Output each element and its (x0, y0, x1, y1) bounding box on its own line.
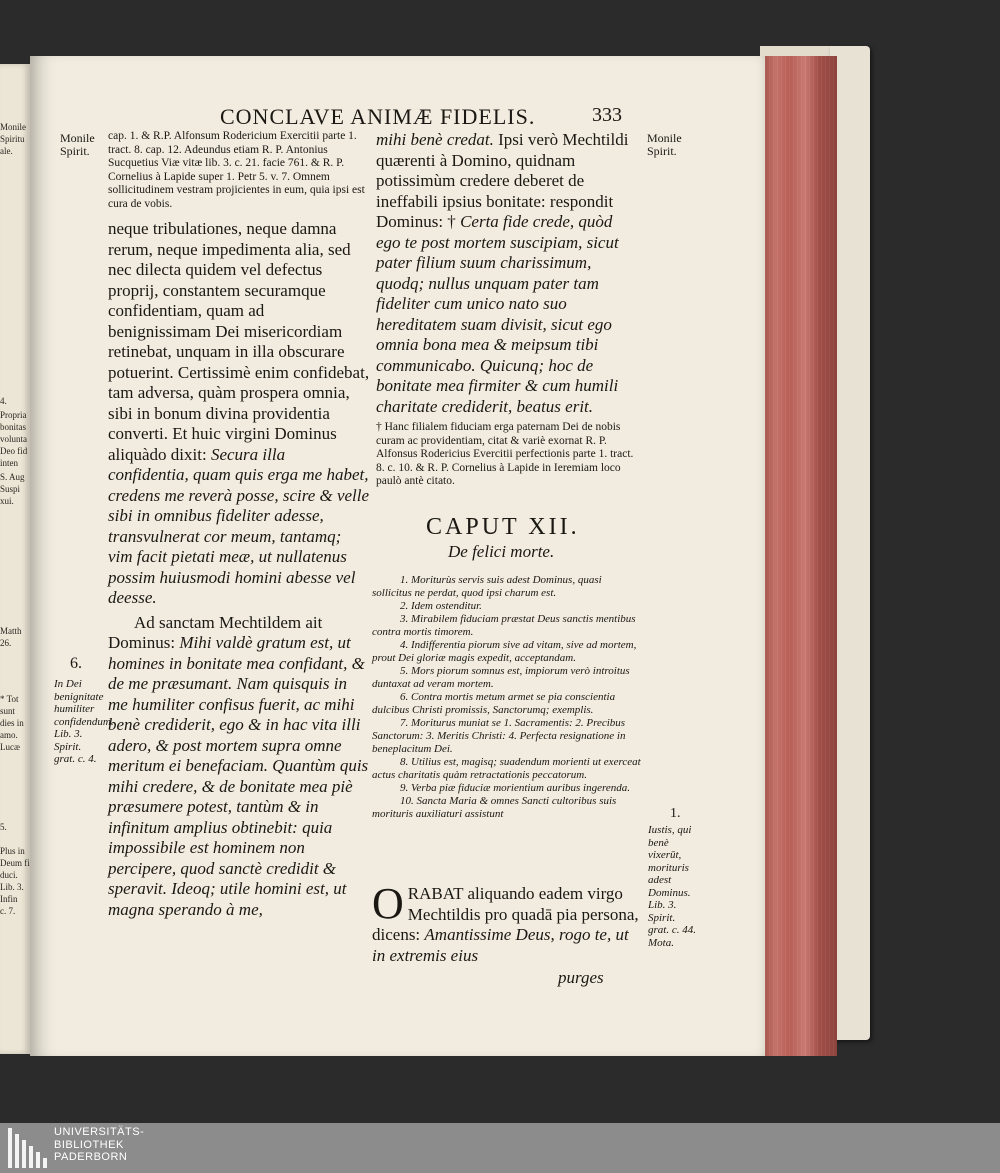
catchword: purges (558, 968, 604, 987)
prev-page-fragment: ale. (0, 146, 13, 156)
prev-page-fragment: dies in (0, 718, 24, 728)
library-name-line: BIBLIOTHEK (54, 1138, 124, 1151)
summary-item: 9. Verba piæ fiduciæ morientium auribus ingerenda. (400, 782, 630, 794)
prev-page-fragment: Lucæ (0, 742, 20, 752)
prev-page-fragment: 26. (0, 638, 12, 648)
footnote-continued: cap. 1. & R.P. Alfonsum Rodericium Exercitii parte 1. tract. 8. cap. 12. Adeundus etiam R. P. Antonius Sucquetius Viæ vitæ lib. 3. c. 21. facie 761. & R. P. Cornelius à Lapide super 1. Petr 5. v. 7. Omnem sollicitudinem vestram projicientes in eum, quia ipsi est cura de vobis. (108, 130, 365, 210)
summary-item: 7. Moriturus muniat se 1. Sacramentis: 2. Precibus Sanctorum: 3. Meritis Christi: 4. Perfecta resignatione in beneplacitum Dei. (372, 717, 626, 755)
paragraph (376, 130, 640, 417)
prev-page-fragment: bonitas (0, 422, 26, 432)
prev-page-fragment: xui. (0, 496, 14, 506)
margin-note: In Dei benignitate humiliter confidendum. Lib. 3. Spirit. grat. c. 4. (54, 678, 114, 765)
summary-item: 10. Sancta Maria & omnes Sancti cultoribus suis morituris auxiliaturi assistunt (372, 795, 617, 820)
summary-item: 4. Indifferentia piorum sive ad vitam, sive ad mortem, prout Dei gloriæ magis expedit, acceptandam. (372, 639, 637, 664)
page-block-edge (765, 56, 837, 1056)
prev-page-fragment: Spiritu (0, 134, 25, 144)
quote-text: Mihi valdè gratum est, ut homines in bonitate mea confidant, & de me præsumant. Nam quisquis in me humiliter confisus fuerit, ac mihi benè crediderit, ego & in hac vita illi adero, & post mortem supra omne meritum ei benefaciam. Quantùm quis mihi credere, & de bonitate mea piè præsumere potest, tantùm & in infinitum amplius obtinebit: quia impossibile est hominem non percipere, quod sanctè credidit & speravit. Ideoq; utile homini est, ut magna sperando à me, (108, 633, 369, 919)
prev-page-fragment: c. 7. (0, 906, 16, 916)
library-name-line: UNIVERSITÄTS- (54, 1126, 145, 1138)
drop-cap: O (372, 879, 404, 928)
prev-page-fragment: Lib. 3. (0, 882, 24, 892)
margin-number: 1. (670, 806, 681, 821)
previous-page-edge (0, 64, 32, 1054)
summary-item: 6. Contra mortis metum armet se pia conscientia dulcibus Christi promissis, Sanctorumq; exemplis. (372, 691, 616, 716)
quote-text: Amantissime Deus, rogo te, ut in extremis eius (372, 925, 629, 965)
page-number: 333 (592, 104, 622, 126)
prev-page-fragment: Deo fid (0, 446, 28, 456)
margin-number: 6. (70, 655, 82, 672)
chapter-heading: CAPUT XII. (426, 514, 580, 540)
paragraph-text: Ipsi verò Mechtildi quærenti à Domino, quidnam potissimùm credere deberet de ineffabili ipsius bonitate: respondit Dominus: † (376, 130, 629, 231)
footer-bar (0, 1123, 1000, 1173)
prev-page-fragment: volunta (0, 434, 27, 444)
quote-text: mihi benè credat. (376, 130, 494, 149)
chapter-summary (372, 574, 642, 821)
prev-page-fragment: inten (0, 458, 18, 468)
library-name-line: PADERBORN (54, 1151, 128, 1163)
library-logo-icon (8, 1128, 48, 1168)
running-head: CONCLAVE ANIMÆ FIDELIS. (220, 104, 536, 129)
prev-page-fragment: Deum fi (0, 858, 30, 868)
prev-page-fragment: Monile (0, 122, 26, 132)
summary-item: 5. Mors piorum somnus est, impiorum verò introitus duntaxat ad veram mortem. (372, 665, 630, 690)
prev-page-fragment: Propria (0, 410, 27, 420)
book-page (30, 56, 765, 1056)
summary-item: 2. Idem ostenditur. (400, 600, 482, 612)
margin-note: Iustis, qui benè vixerūt, morituris adest Dominus. Lib. 3. Spirit. grat. c. 44. Mota. (648, 824, 696, 949)
prev-page-fragment: 5. (0, 822, 7, 832)
paragraph-text: neque tribulationes, neque damna rerum, neque impedimenta alia, sed nec dilecta quidem vel defectus proprij, constantem securamque confidentiam, quam ad benignissimam Dei misericordiam retinebat, unquam in illa obscurare potuerint. Certissimè enim confidebat, tam adversa, quàm prospera omnia, sibi in bonum divina providentia converti. Et huic virgini Dominus aliquàdo dixit: (108, 219, 370, 464)
prev-page-fragment: Matth (0, 626, 22, 636)
summary-item: 3. Mirabilem fiduciam præstat Deus sanctis mentibus contra mortis timorem. (372, 613, 636, 638)
paragraph (108, 219, 370, 609)
left-margin-title: Monile Spirit. (60, 131, 95, 158)
right-margin-title: Monile Spirit. (647, 131, 682, 158)
quote-text: Secura illa confidentia, quam quis erga me habet, credens me reverà posse, scire & velle sibi in omnibus fideliter adesse, transvulnerat cor meum, tantamq; vim facit pietati meæ, ut nullatenus possim huiusmodi homini abesse vel deesse. (108, 444, 370, 607)
left-column (108, 130, 370, 920)
paragraph (108, 613, 370, 921)
chapter-subtitle: De felici morte. (448, 542, 555, 561)
prev-page-fragment: * Tot (0, 694, 19, 704)
paragraph-text: Ad sanctam Mechtildem ait Dominus: (108, 612, 323, 652)
prev-page-fragment: Infin (0, 894, 18, 904)
prev-page-fragment: sunt (0, 706, 16, 716)
prev-page-fragment: duci. (0, 870, 18, 880)
prev-page-fragment: Plus in (0, 846, 25, 856)
library-name (54, 1126, 144, 1164)
summary-item: 8. Utilius est, magisq; suadendum morienti ut exerceat actus charitatis quàm retractationis peccatorum. (372, 756, 641, 781)
prev-page-fragment: amo. (0, 730, 18, 740)
footnote: † Hanc filialem fiduciam erga paternam Dei de nobis curam ac providentiam, citat & variè exornat R. P. Alfonsus Rodericius Evercitii perfectionis parte 1. tract. 8. c. 10. & R. P. Cornelius à Lapide in Ieremiam loco paulò antè citato. (376, 421, 634, 487)
right-column-top (376, 130, 640, 489)
summary-item: 1. Moriturùs servis suis adest Dominus, quasi sollicitus ne perdat, quod ipsi charum est. (372, 574, 602, 599)
final-paragraph (372, 879, 640, 966)
quote-text: Certa fide crede, quòd ego te post mortem suscipiam, sicut pater filium suum charissimum, quodq; nullus unquam pater tam fideliter cum unico nato suo hereditatem suam divisit, sicut ego omnia bona mea & meipsum tibi communicabo. Quicunq; hoc de bonitate mea firmiter & cum humili charitate crediderit, beatus erit. (376, 212, 619, 416)
prev-page-fragment: S. Aug (0, 472, 25, 482)
prev-page-fragment: Suspi (0, 484, 21, 494)
paragraph-text: RABAT aliquando eadem virgo Mechtildis pro quadā pia persona, dicens: (372, 884, 639, 944)
prev-page-fragment: 4. (0, 396, 7, 406)
